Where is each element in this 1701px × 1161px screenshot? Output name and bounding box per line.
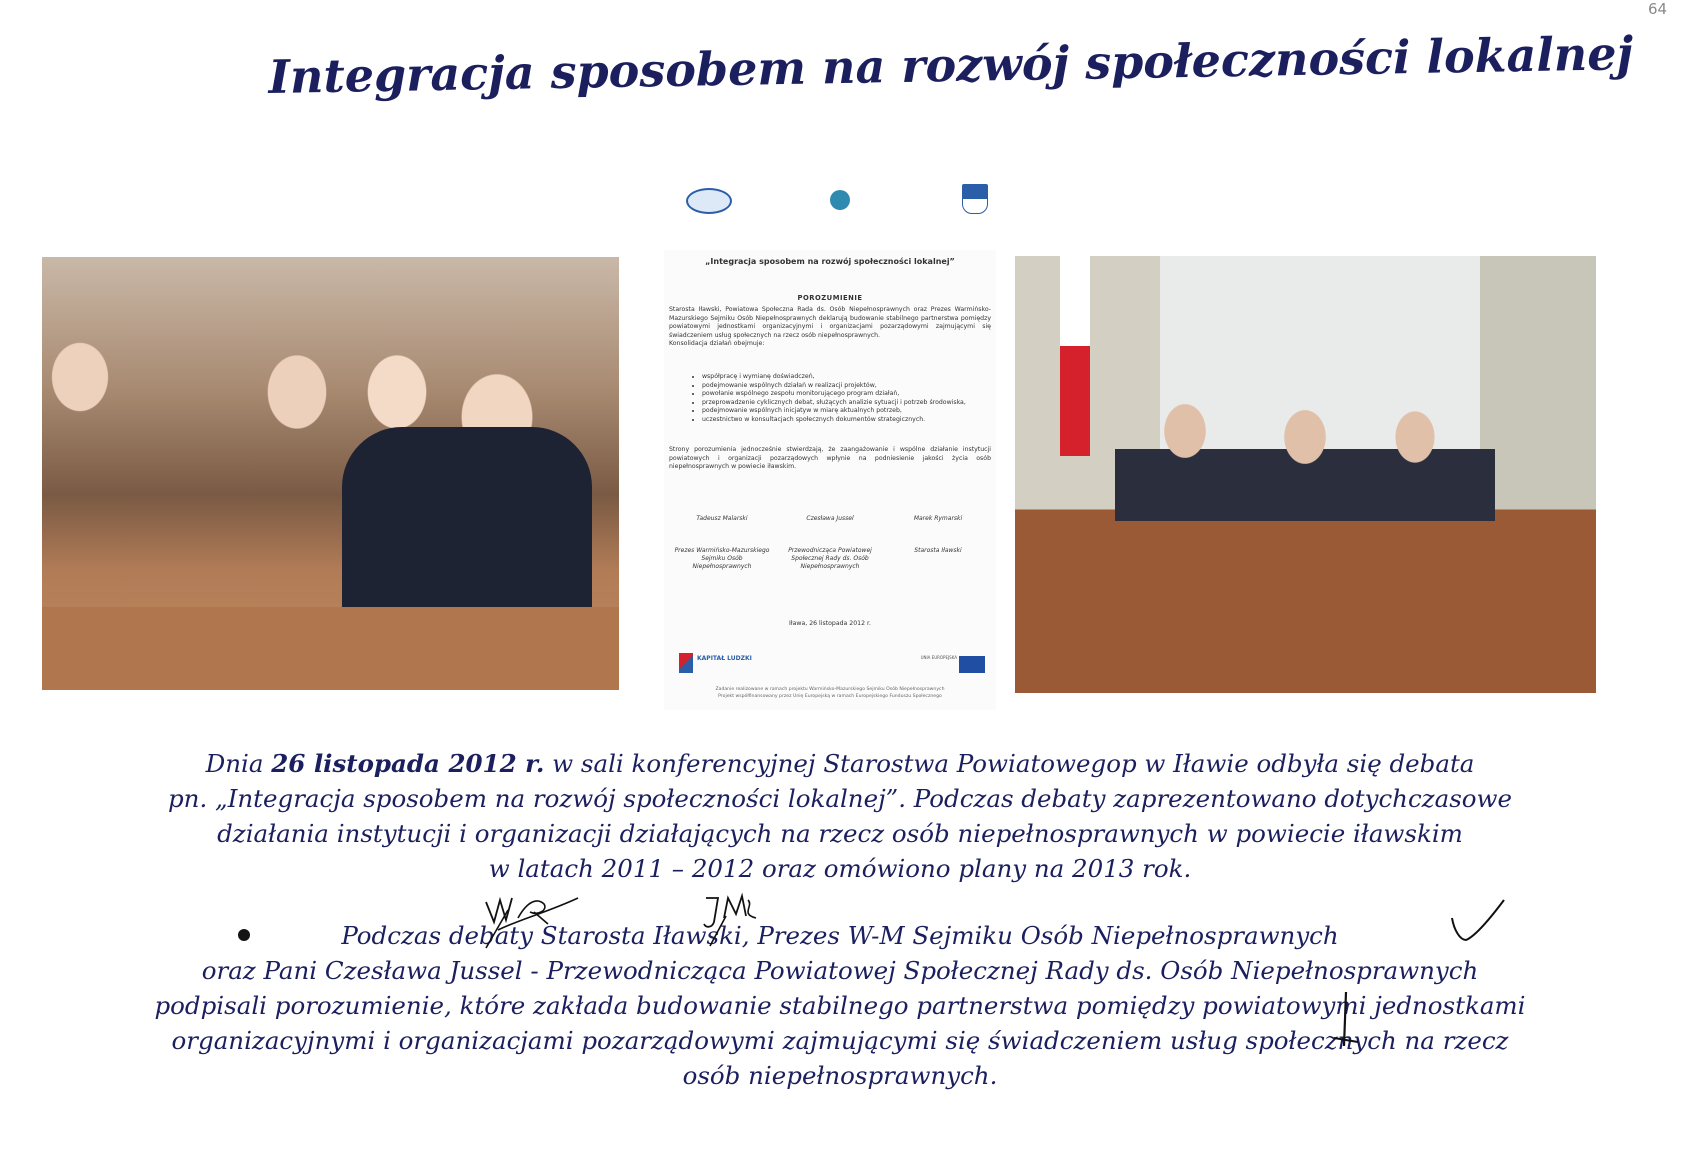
agreement-date: Iława, 26 listopada 2012 r. bbox=[789, 620, 871, 627]
event-description bbox=[80, 746, 1600, 886]
signing-table-photo bbox=[1015, 256, 1596, 693]
organization-logo-oval bbox=[686, 188, 732, 214]
organization-logo-circle bbox=[830, 190, 850, 210]
signing-description-line: oraz Pani Czesława Jussel - Przewodnicząca Powiatowej Społecznej Rady ds. Osób Niepełnosprawnych bbox=[201, 956, 1479, 985]
coat-of-arms-logo bbox=[962, 184, 988, 214]
kapital-ludzki-logo bbox=[679, 653, 693, 673]
agreement-body-text: Starosta Iławski, Powiatowa Społeczna Rada ds. Osób Niepełnosprawnych oraz Prezes Warmińsko-Mazurskiego Sejmiku Osób Niepełnosprawnych deklarują budowanie stabilnego partnerstwa pomiędzy powiatowymi jednostkami organizacyjnymi i organizacjami pozarządowymi zajmującymi się świadczeniem usług społecznych na rzecz osób niepełnosprawnych. bbox=[669, 306, 991, 339]
agreement-footer-line: Projekt współfinansowany przez Unię Europejską w ramach Europejskiego Funduszu Społecznego bbox=[718, 694, 942, 699]
page-title: Integracja sposobem na rozwój społeczności lokalnej bbox=[268, 26, 1634, 104]
eu-logo-text: UNIA EUROPEJSKA bbox=[920, 655, 957, 660]
agreement-list-intro: Konsolidacja działań obejmuje: bbox=[669, 340, 765, 348]
list-item: • współpracę i wymianę doświadczeń, bbox=[702, 373, 997, 382]
kapital-ludzki-text: KAPITAŁ LUDZKI bbox=[697, 655, 752, 662]
signing-description-line: Podczas debaty Starosta Iławski, Prezes W-M Sejmiku Osób Niepełnosprawnych bbox=[341, 921, 1339, 950]
signatory-role: Przewodnicząca Powiatowej Społecznej Rady ds. Osób Niepełnosprawnych bbox=[788, 547, 872, 570]
agreement-footer-line: Zadanie realizowane w ramach projektu Warmińsko-Mazurskiego Sejmiku Osób Niepełnosprawnych bbox=[715, 687, 945, 692]
text: w sali konferencyjnej Starostwa Powiatowegop w Iławie odbyła się debata bbox=[544, 749, 1475, 778]
agreement-heading: POROZUMIENIE bbox=[797, 294, 863, 302]
event-date: 26 listopada 2012 r. bbox=[271, 749, 545, 778]
agreement-document bbox=[664, 250, 996, 710]
text: Dnia bbox=[205, 749, 272, 778]
list-item: • uczestnictwo w konsultacjach społecznych dokumentów strategicznych. bbox=[702, 416, 997, 425]
signing-description-line: osób niepełnosprawnych. bbox=[682, 1061, 998, 1090]
signatory-name: Marek Rymarski bbox=[913, 515, 963, 522]
page-number: 64 bbox=[1648, 0, 1668, 18]
eu-flag-logo bbox=[959, 656, 985, 673]
list-item: • przeprowadzenie cyklicznych debat, służących analizie sytuacji i potrzeb środowiska, bbox=[702, 399, 997, 408]
agreement-list bbox=[694, 373, 997, 425]
signing-description-line: organizacyjnymi i organizacjami pozarządowymi zajmującymi się świadczeniem usług społecznych na rzecz bbox=[171, 1026, 1509, 1055]
signatory-role: Starosta Iławski bbox=[914, 547, 962, 554]
signature-block bbox=[672, 515, 772, 571]
agreement-footer bbox=[669, 686, 991, 700]
list-item: • podejmowanie wspólnych działań w realizacji projektów, bbox=[702, 382, 997, 391]
event-description-line: działania instytucji i organizacji działających na rzecz osób niepełnosprawnych w powiecie iławskim bbox=[217, 819, 1463, 848]
signature-block bbox=[888, 515, 988, 555]
signing-description-line: podpisali porozumienie, które zakłada budowanie stabilnego partnerstwa pomiędzy powiatowymi jednostkami bbox=[154, 991, 1526, 1020]
event-description-line: w latach 2011 – 2012 oraz omówiono plany na 2013 rok. bbox=[488, 854, 1192, 883]
debate-audience-photo bbox=[42, 257, 619, 690]
event-description-line: pn. „Integracja sposobem na rozwój społeczności lokalnej”. Podczas debaty zaprezentowano dotychczasowe bbox=[167, 784, 1512, 813]
signatory-name: Czesława Jussel bbox=[806, 515, 854, 522]
agreement-title: „Integracja sposobem na rozwój społeczności lokalnej” bbox=[705, 257, 955, 266]
event-description-line bbox=[80, 746, 1600, 781]
list-item: • powołanie wspólnego zespołu monitorującego program działań, bbox=[702, 390, 997, 399]
signing-description bbox=[80, 918, 1600, 1093]
signatory-name: Tadeusz Malarski bbox=[696, 515, 748, 522]
signatory-role: Prezes Warmińsko-Mazurskiego Sejmiku Osób Niepełnosprawnych bbox=[674, 547, 770, 570]
signature-block bbox=[780, 515, 880, 571]
agreement-body bbox=[669, 306, 991, 349]
agreement-closing: Strony porozumienia jednocześnie stwierdzają, że zaangażowanie i wspólne działanie instytucji powiatowych i organizacji pozarządowych wpłynie na podniesienie jakości życia osób niepełnosprawnych w powiecie iławskim. bbox=[669, 446, 991, 471]
list-item: • podejmowanie wspólnych inicjatyw w miarę aktualnych potrzeb, bbox=[702, 407, 997, 416]
